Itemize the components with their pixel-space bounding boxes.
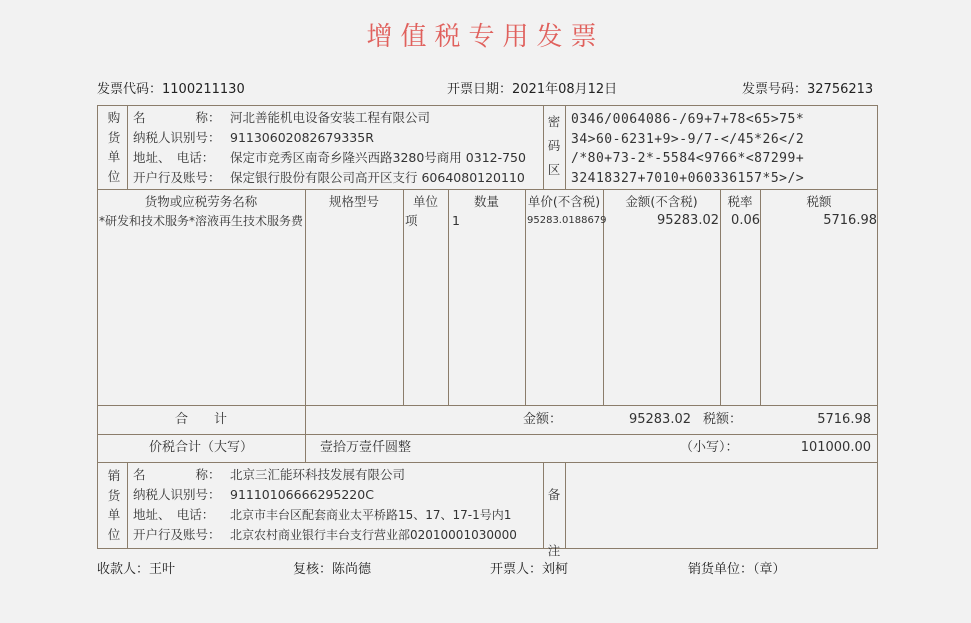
buyer-tax-id-label: 纳税人识别号： <box>133 130 221 145</box>
footer-payee: 收款人：王叶 <box>97 562 176 577</box>
totals-tax-label: 税额： <box>703 412 743 427</box>
cipher-text <box>571 110 804 188</box>
totals-amount: 95283.02 <box>628 412 691 427</box>
buyer-address: 保定市竞秀区南奇乡隆兴西路3280号商用 0312-750 <box>230 150 526 165</box>
seller-bank-label: 开户行及账号： <box>133 527 221 542</box>
col-header-tax: 税额 <box>806 194 832 209</box>
item-amount: 95283.02 <box>656 213 719 228</box>
buyer-name: 河北善能机电设备安装工程有限公司 <box>230 110 431 125</box>
item-rate: 0.06 <box>731 213 760 228</box>
cipher-line: 32418327+7010+060336157*5>/> <box>571 170 805 186</box>
invoice-date <box>447 78 617 97</box>
buyer-bank: 保定银行股份有限公司高开区支行 6064080120110 <box>230 170 525 185</box>
seller-address: 北京市丰台区配套商业太平桥路15、17、17-1号内1 <box>230 508 512 522</box>
invoice-title: 增值税专用发票 <box>366 22 605 52</box>
footer-reviewer: 复核：陈尚德 <box>293 562 372 577</box>
footer-seller-seal: 销货单位：（章） <box>688 562 786 577</box>
item-name: *研发和技术服务*溶液再生技术服务费 <box>99 214 304 228</box>
invoice-code-value: 1100211130 <box>162 82 245 97</box>
seller-tax-id-label: 纳税人识别号： <box>133 487 221 502</box>
item-qty: 1 <box>452 213 460 228</box>
buyer-name-label: 名 称： <box>133 110 221 125</box>
col-header-amount: 金额(不含税) <box>625 194 698 209</box>
seller-name-label: 名 称： <box>133 467 221 482</box>
item-price: 95283.0188679 <box>527 215 607 226</box>
grand-total-small-label: （小写）： <box>680 440 739 455</box>
seller-tax-id: 91110106666295220C <box>230 487 374 502</box>
cipher-line: 34>60-6231+9>-9/7-</45*26</2 <box>571 131 805 147</box>
seller-bank: 北京农村商业银行丰台支行营业部02010001030000 <box>230 528 517 542</box>
cipher-line: /*80+73-2*-5584<9766*<87299+ <box>571 151 805 166</box>
invoice-code <box>97 78 245 97</box>
invoice-date-label: 开票日期： <box>447 82 513 97</box>
invoice-code-label: 发票代码： <box>97 82 163 97</box>
buyer-address-label: 地址、 电话： <box>133 150 215 165</box>
col-header-price: 单价(不含税) <box>527 194 601 209</box>
item-unit: 项 <box>405 213 418 228</box>
buyer-tax-id: 91130602082679335R <box>230 130 374 145</box>
seller-address-label: 地址、 电话： <box>133 507 215 522</box>
remarks-side-label: 备 注 <box>547 487 561 558</box>
grand-total-label: 价税合计（大写） <box>148 440 253 455</box>
invoice-number-label: 发票号码： <box>742 82 808 97</box>
footer-issuer: 开票人：刘柯 <box>490 562 569 577</box>
remarks-area <box>566 463 877 548</box>
col-header-qty: 数量 <box>473 194 499 209</box>
item-tax: 5716.98 <box>823 213 877 228</box>
col-header-name: 货物或应税劳务名称 <box>144 194 258 209</box>
cipher-line: 0346/0064086-/69+7+78<65>75* <box>571 112 805 127</box>
totals-amount-label: 金额： <box>523 412 563 427</box>
issuer-name: 刘柯 <box>542 562 569 577</box>
totals-label: 合 计 <box>174 412 227 427</box>
buyer-bank-label: 开户行及账号： <box>133 170 221 185</box>
col-header-spec: 规格型号 <box>328 194 379 209</box>
invoice-date-value: 2021年08月12日 <box>512 82 618 97</box>
col-header-rate: 税率 <box>727 194 753 209</box>
grand-total-words: 壹拾万壹仟圆整 <box>320 440 412 455</box>
payee-name: 王叶 <box>149 562 176 577</box>
reviewer-name: 陈尚德 <box>332 562 372 577</box>
grand-total-value: 101000.00 <box>800 440 871 455</box>
buyer-side-label: 购 货 单 位 <box>107 110 121 184</box>
invoice-number <box>742 78 873 97</box>
col-header-unit: 单位 <box>412 194 438 209</box>
totals-tax: 5716.98 <box>817 412 871 427</box>
seller-side-label: 销 货 单 位 <box>107 468 121 542</box>
invoice-number-value: 32756213 <box>807 82 874 97</box>
cipher-side-label: 密 码 区 <box>547 114 561 177</box>
seller-name: 北京三汇能环科技发展有限公司 <box>230 467 406 482</box>
